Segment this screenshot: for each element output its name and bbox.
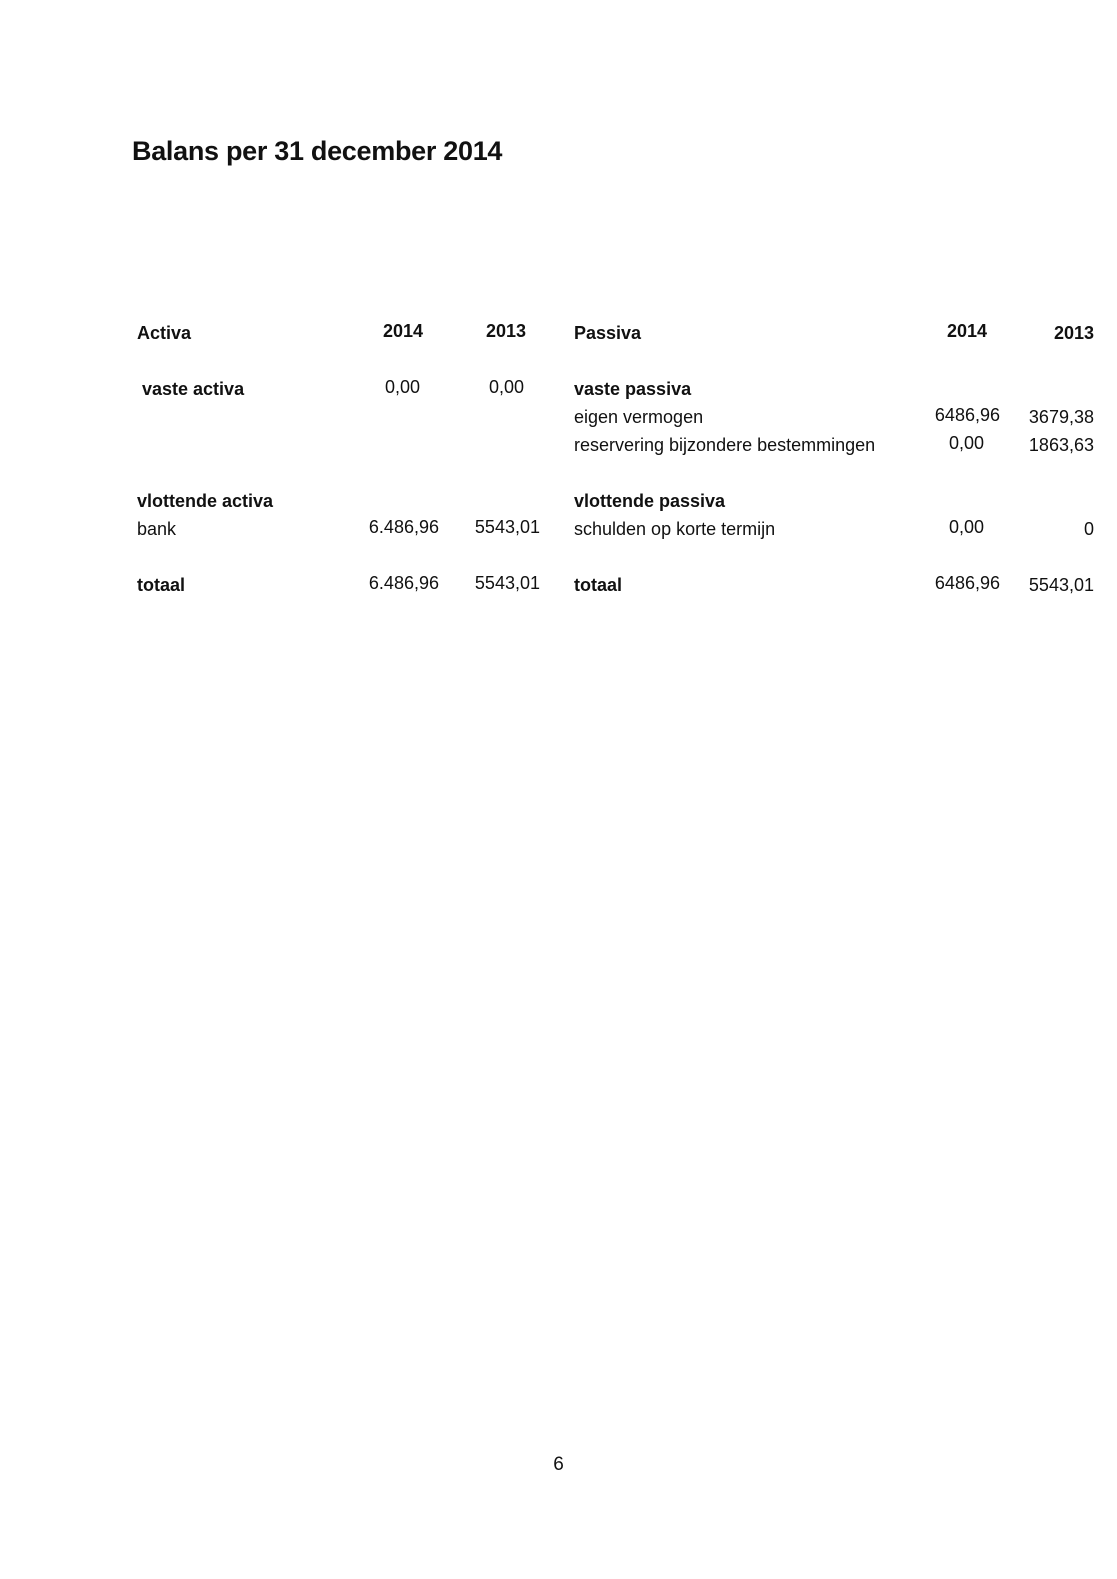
vlottende-activa-label: vlottende activa bbox=[137, 491, 274, 511]
page-number: 6 bbox=[553, 1454, 564, 1475]
passiva-totaal-2014: 6486,96 bbox=[934, 573, 1000, 593]
schulden-label: schulden op korte termijn bbox=[574, 519, 776, 539]
bank-2014: 6.486,96 bbox=[368, 517, 439, 537]
activa-totaal-2013: 5543,01 bbox=[474, 573, 540, 593]
bank-label: bank bbox=[137, 519, 177, 539]
vlottende-passiva-label: vlottende passiva bbox=[574, 491, 726, 511]
activa-col-2013: 2013 bbox=[485, 321, 526, 341]
reservering-label: reservering bijzondere bestemmingen bbox=[574, 435, 876, 455]
eigen-vermogen-label: eigen vermogen bbox=[574, 407, 704, 427]
passiva-header: Passiva bbox=[574, 323, 642, 343]
activa-col-2014: 2014 bbox=[382, 321, 423, 341]
passiva-col-2013: 2013 bbox=[1053, 323, 1094, 343]
vaste-activa-label: vaste activa bbox=[142, 379, 245, 399]
activa-totaal-label: totaal bbox=[137, 575, 186, 595]
schulden-2013: 0 bbox=[1083, 519, 1094, 539]
schulden-2014: 0,00 bbox=[948, 517, 984, 537]
passiva-totaal-label: totaal bbox=[574, 575, 623, 595]
eigen-vermogen-2013: 3679,38 bbox=[1028, 407, 1094, 427]
vaste-activa-2013: 0,00 bbox=[488, 377, 524, 397]
reservering-2013: 1863,63 bbox=[1028, 435, 1094, 455]
passiva-totaal-2013: 5543,01 bbox=[1028, 575, 1094, 595]
activa-totaal-2014: 6.486,96 bbox=[368, 573, 439, 593]
activa-header: Activa bbox=[137, 323, 192, 343]
passiva-col-2014: 2014 bbox=[946, 321, 987, 341]
vaste-passiva-label: vaste passiva bbox=[574, 379, 692, 399]
bank-2013: 5543,01 bbox=[474, 517, 540, 537]
page-title: Balans per 31 december 2014 bbox=[132, 136, 503, 166]
eigen-vermogen-2014: 6486,96 bbox=[934, 405, 1000, 425]
reservering-2014: 0,00 bbox=[948, 433, 984, 453]
vaste-activa-2014: 0,00 bbox=[384, 377, 420, 397]
